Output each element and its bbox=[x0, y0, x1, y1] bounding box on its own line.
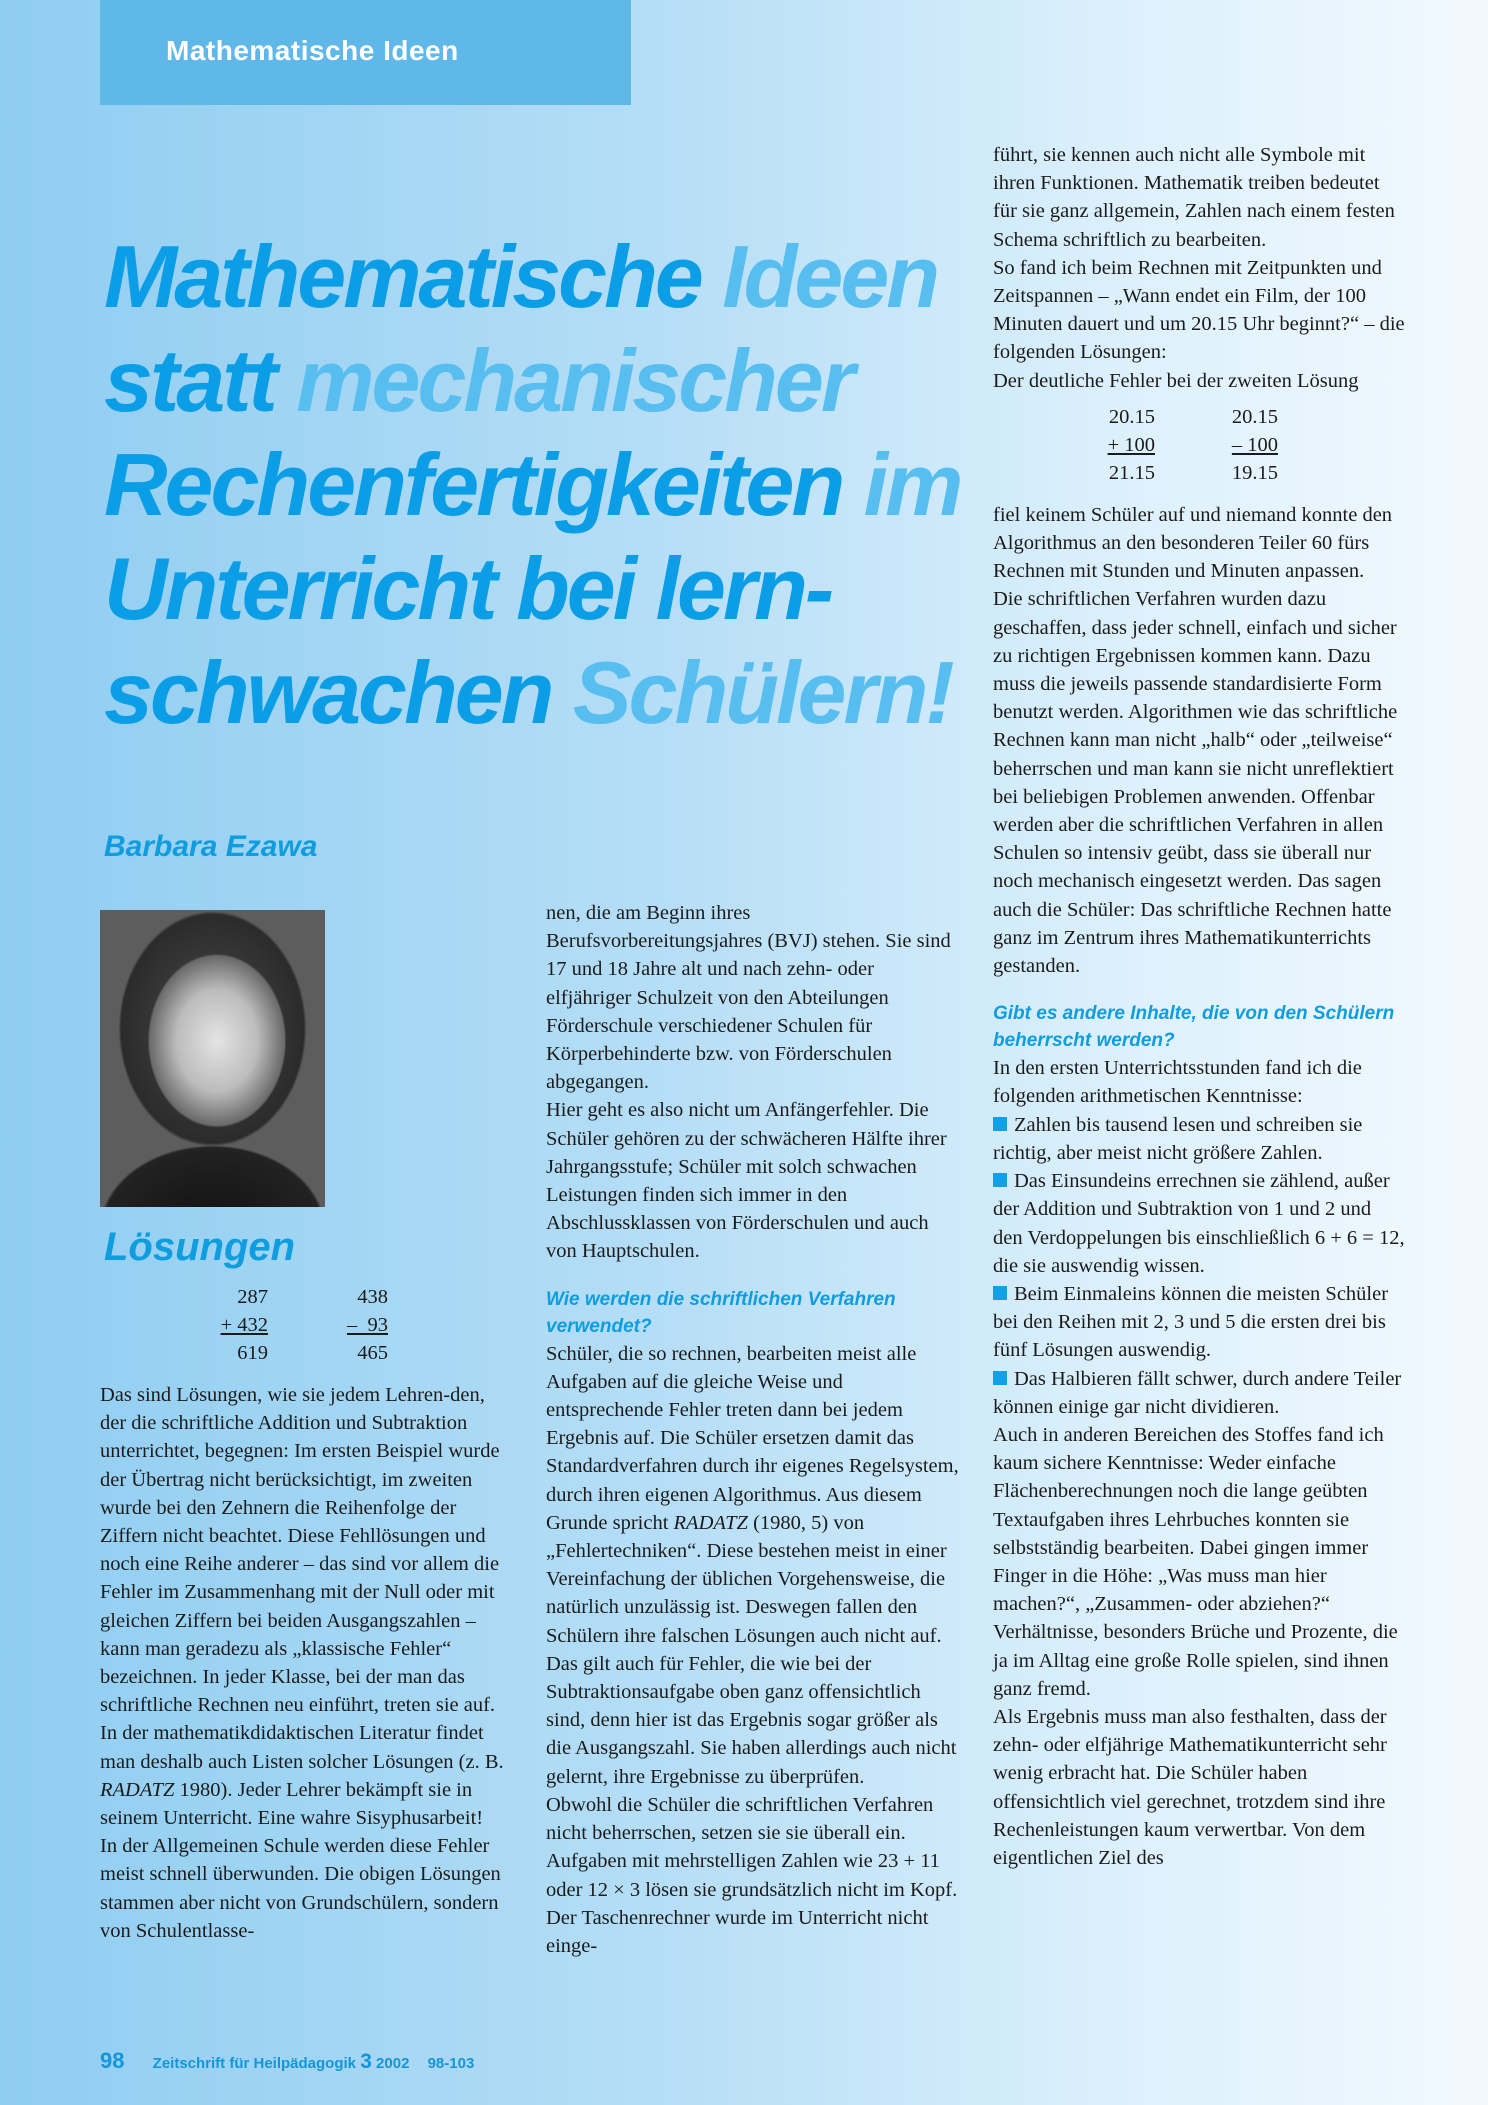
paragraph: Der deutliche Fehler bei der zweiten Lösung bbox=[993, 369, 1359, 392]
headline-word: im bbox=[863, 435, 961, 534]
paragraph: Auch in anderen Bereichen des Stoffes fand ich kaum sichere Kenntnisse: Weder einfache Flächenberechnungen noch die lange geübten Textaufgaben ihres Lehrbuches konnten sie selbstständig bearbeiten. Dabei gingen immer Finger in die Höhe: „Was muss man hier machen?“, „Zusammen- oder abziehen?“ Verhältnisse, besonders Brüche und Prozente, die ja im Alltag eine große Rolle spielen, sind ihnen ganz fremd. bbox=[993, 1423, 1398, 1700]
headline-word: Ideen bbox=[722, 227, 938, 326]
paragraph: Die schriftlichen Verfahren wurden dazu geschaffen, dass jeder schnell, einfach und sicher zu richtigen Ergebnissen kommen kann. Dazu muss die jeweils passende standardisierte Form benutzt werden. Algorithmen wie das schriftliche Rechnen kann man nicht „halb“ oder „teilweise“ beherrschen und man kann sie nicht unreflektiert bei beliebigen Problemen anwenden. Offenbar werden aber die schriftlichen Verfahren in allen Schulen so intensiv geübt, dass sie überall nur noch mechanisch eingesetzt werden. Das sagen auch die Schüler: Das schriftliche Rechnen hatte ganz im Zentrum ihres Mathematikunterrichts gestanden. bbox=[993, 588, 1398, 978]
calc-line: 438 bbox=[357, 1286, 388, 1308]
section-header-band bbox=[100, 0, 631, 105]
calc-line: 21.15 bbox=[1108, 461, 1155, 484]
calc-line: 20.15 bbox=[1108, 405, 1155, 428]
bullet-square-icon bbox=[993, 1371, 1007, 1385]
bullet-item bbox=[993, 1280, 1405, 1365]
bullet-square-icon bbox=[993, 1286, 1007, 1300]
bullet-square-icon bbox=[993, 1173, 1007, 1187]
calc-time-addition bbox=[1093, 403, 1155, 487]
headline-word: Unterricht bei lern- bbox=[104, 539, 832, 638]
headline-word: schwachen bbox=[104, 643, 552, 742]
calc-line: + 432 bbox=[220, 1314, 268, 1336]
headline-word: Schülern! bbox=[572, 643, 952, 742]
text: Zahlen bis tausend lesen und schreiben sie richtig, aber meist nicht größere Zahlen. bbox=[993, 1113, 1363, 1164]
calc-line: – 93 bbox=[347, 1314, 388, 1336]
calc-time-subtraction bbox=[1216, 403, 1278, 487]
calc-line: 19.15 bbox=[1231, 461, 1278, 484]
calc-line: 619 bbox=[237, 1342, 268, 1364]
year: 2002 bbox=[376, 2055, 410, 2072]
paragraph: fiel keinem Schüler auf und niemand konnte den Algorithmus an den besonderen Teiler 60 fürs Rechnen mit Stunden und Minuten anpassen. bbox=[993, 503, 1393, 583]
paragraph bbox=[546, 1340, 960, 1791]
paragraph: führt, sie kennen auch nicht alle Symbole mit ihren Funktionen. Mathematik treiben bedeutet für sie ganz allgemein, Zahlen nach einem festen Schema schriftlich zu bearbeiten. bbox=[993, 144, 1395, 251]
calc-line: – 100 bbox=[1231, 433, 1278, 456]
journal-name: Zeitschrift für Heilpädagogik bbox=[152, 2055, 357, 2072]
headline-word: Rechenfertigkeiten bbox=[104, 435, 843, 534]
page-range: 98-103 bbox=[427, 2055, 475, 2072]
article-headline bbox=[104, 225, 964, 745]
column-2 bbox=[546, 899, 960, 1960]
citation: RADATZ bbox=[673, 1511, 748, 1534]
calc-line: 20.15 bbox=[1231, 405, 1278, 428]
paragraph: In den ersten Unterrichtsstunden fand ich die folgenden arithmetischen Kenntnisse: bbox=[993, 1057, 1362, 1108]
section-label: Mathematische Ideen bbox=[166, 35, 459, 66]
headline-word: mechanischer bbox=[296, 331, 853, 430]
page-number: 98 bbox=[100, 2048, 125, 2073]
bullet-item bbox=[993, 1167, 1405, 1280]
text: (1980, 5) von „Fehlertechniken“. Diese bestehen meist in einer Vereinfachung der üblichen Vorgehensweise, die natürlich unzulässig ist. Deswegen fallen den Schülern ihre falschen Lösungen auch nicht auf. Das gilt auch für Fehler, die wie bei der Subtraktionsaufgabe oben ganz offensichtlich sind, denn hier ist das Ergebnis sogar größer als die Ausgangszahl. Sie haben allerdings auch nicht gelernt, ihre Ergebnisse zu überprüfen. bbox=[546, 1511, 957, 1788]
paragraph: Hier geht es also nicht um Anfängerfehler. Die Schüler gehören zu der schwächeren Hälfte ihrer Jahrgangsstufe; Schüler mit solch schwachen Leistungen finden sich immer in den Abschlussklassen von Förderschulen und auch von Hauptschulen. bbox=[546, 1099, 947, 1263]
calc-line: + 100 bbox=[1107, 433, 1155, 456]
paragraph: Als Ergebnis muss man also festhalten, dass der zehn- oder elfjährige Mathematikunterricht sehr wenig erbracht hat. Die Schüler haben offensichtlich viel gerechnet, trotzdem sind ihre Rechenleistungen kaum verwertbar. Von dem eigentlichen Ziel des bbox=[993, 1705, 1387, 1869]
calc-line: 465 bbox=[357, 1342, 388, 1364]
paragraph: In der Allgemeinen Schule werden diese Fehler meist schnell überwunden. Die obigen Lösungen stammen aber nicht von Grundschülern, sondern von Schulentlasse- bbox=[100, 1835, 501, 1942]
issue-number: 3 bbox=[360, 2050, 372, 2073]
author-name: Barbara Ezawa bbox=[104, 830, 318, 863]
page-footer bbox=[100, 2048, 474, 2074]
subheading: Gibt es andere Inhalte, die von den Schülern beherrscht werden? bbox=[993, 1003, 1395, 1052]
paragraph: nen, die am Beginn ihres Berufsvorbereitungsjahres (BVJ) stehen. Sie sind 17 und 18 Jahre alt und nach zehn- oder elfjähriger Schulzeit von den Abteilungen Förderschule verschiedener Schulen für Körperbehinderte bzw. von Förderschulen abgegangen. bbox=[546, 902, 951, 1094]
text: Schüler, die so rechnen, bearbeiten meist alle Aufgaben auf die gleiche Weise und entsprechende Fehler treten dann bei jedem Ergebnis auf. Die Schüler ersetzen damit das Standardverfahren durch ihr eigenes Regelsystem, durch ihren eigenen Algorithmus. Aus diesem Grunde spricht bbox=[546, 1342, 959, 1534]
bullet-item bbox=[993, 1111, 1405, 1167]
time-calculations bbox=[993, 395, 1405, 501]
text: 1980). Jeder Lehrer bekämpft sie in seinem Unterricht. Eine wahre Sisyphusarbeit! bbox=[100, 1778, 484, 1830]
paragraph: Obwohl die Schüler die schriftlichen Verfahren nicht beherrschen, setzen sie sie überall ein. Aufgaben mit mehrstelligen Zahlen wie 23 + 11 oder 12 × 3 lösen sie grundsätzlich nicht im Kopf. Der Taschenrechner wurde im Unterricht nicht einge- bbox=[546, 1793, 958, 1957]
text: Beim Einmaleins können die meisten Schüler bei den Reihen mit 2, 3 und 5 die ersten drei bis fünf Lösungen auswendig. bbox=[993, 1282, 1389, 1362]
author-photo bbox=[100, 910, 325, 1207]
text: Das Halbieren fällt schwer, durch andere Teiler können einige gar nicht dividieren. bbox=[993, 1367, 1402, 1418]
citation: RADATZ bbox=[100, 1778, 175, 1801]
headline-word: statt bbox=[104, 331, 275, 430]
calc-subtraction bbox=[330, 1283, 388, 1367]
section-title: Lösungen bbox=[104, 1225, 296, 1269]
bullet-item bbox=[993, 1365, 1405, 1421]
text: Das Einsundeins errechnen sie zählend, außer der Addition und Subtraktion von 1 und 2 und den Verdoppelungen bis einschließlich 6 + 6 = 12, die sie auswendig wissen. bbox=[993, 1170, 1405, 1277]
bullet-square-icon bbox=[993, 1117, 1007, 1131]
calc-line: 287 bbox=[237, 1286, 268, 1308]
headline-word: Mathematische bbox=[104, 227, 701, 326]
paragraph bbox=[100, 1381, 514, 1832]
paragraph: So fand ich beim Rechnen mit Zeitpunkten und Zeitspannen – „Wann endet ein Film, der 100 Minuten dauert und um 20.15 Uhr beginnt?“ – die folgenden Lösungen: bbox=[993, 256, 1405, 364]
text: Das sind Lösungen, wie sie jedem Lehren-den, der die schriftliche Addition und Subtraktion unterrichtet, begegnen: Im ersten Beispiel wurde der Übertrag nicht berücksichtigt, im zweiten wurde bei den Zehnern die Reihenfolge der Ziffern nicht beachtet. Diese Fehllösungen und noch eine Reihe anderer – das sind vor allem die Fehler im Zusammenhang mit der Null oder mit gleichen Ziffern bei beiden Ausgangszahlen – kann man geradezu als „klassische Fehler“ bezeichnen. In jeder Klasse, bei der man das schriftliche Rechnen neu einführt, treten sie auf. In der mathematikdidaktischen Literatur findet man deshalb auch Listen solcher Lösungen (z. B. bbox=[100, 1384, 504, 1773]
column-1 bbox=[100, 1381, 514, 1945]
calc-addition bbox=[200, 1283, 268, 1367]
column-3 bbox=[993, 141, 1405, 1872]
subheading: Wie werden die schriftlichen Verfahren verwendet? bbox=[546, 1288, 896, 1337]
